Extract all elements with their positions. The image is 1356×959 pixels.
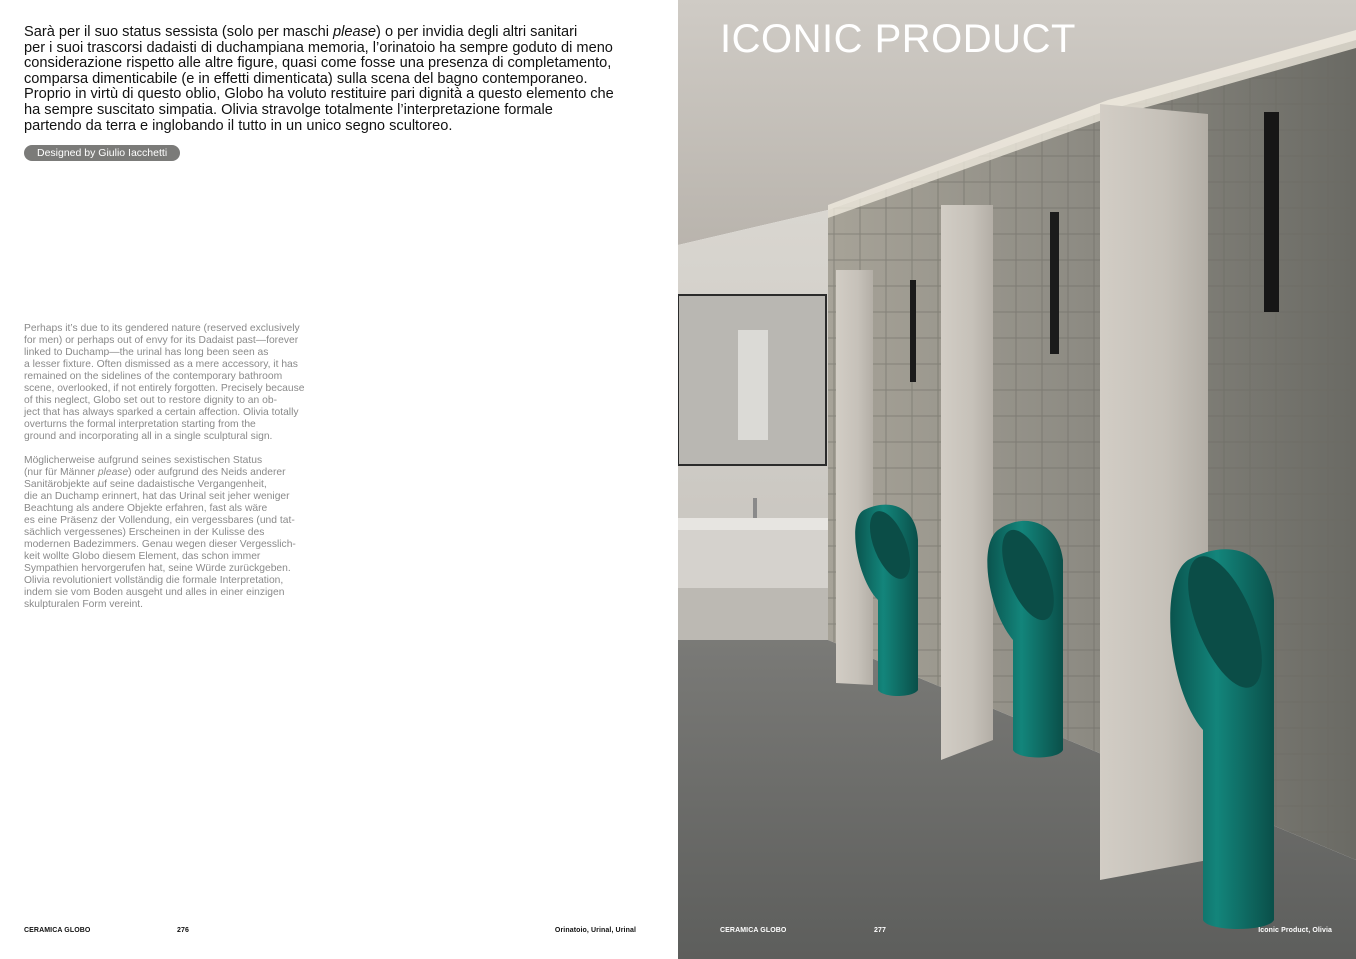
- body-english-text: Perhaps it’s due to its gendered nature (reserved exclusively for men) or perhaps out of envy for its Dadaist past—forever linked to Duchamp—the urinal has long been seen as a lesser fixture. Often dismissed as a mere accessory, it has remained on the sidelines of the contemporary bathroom scene, overlooked, if not entirely forgotten. Precisely because of this neglect, Globo set out to restore dignity to an ob- ject that has always sparked a certain affection. Olivia totally overturns the formal interpretation starting from the ground and incorporating all in a single sculptural sign.: [24, 323, 305, 442]
- footer-brand-left: CERAMICA GLOBO: [24, 927, 91, 934]
- footer-page-number-left: 276: [177, 927, 189, 934]
- right-page: [678, 0, 1356, 959]
- footer-brand-right: CERAMICA GLOBO: [720, 927, 787, 934]
- designer-badge: Designed by Giulio Iacchetti: [24, 145, 180, 161]
- bathroom-photo: [678, 0, 1356, 959]
- page-title: ICONIC PRODUCT: [720, 17, 1076, 61]
- body-german-text: Möglicherweise aufgrund seines sexistischen Status (nur für Männer please) oder aufgrund des Neids anderer Sanitärobjekte auf seine dadaistische Vergangenheit, die an Duchamp erinnert, hat das Urinal seit jeher weniger Beachtung als andere Objekte erfahren, fast als wäre es eine Präsenz der Vollendung, ein vergessbares (und tat- sächlich vergessenes) Erscheinen in der Kulisse des modernen Badezimmers. Genau wegen dieser Vergesslich- keit wollte Globo diesem Element, das schon immer Sympathien hervorgerufen hat, seine Würde zurückgeben. Olivia revolutioniert vollständig die formale Interpretation, indem sie vom Boden ausgeht und alles in einer einzigen skulpturalen Form vereint.: [24, 455, 296, 610]
- footer-section-right: Iconic Product, Olivia: [1258, 927, 1332, 934]
- footer-page-number-right: 277: [874, 927, 886, 934]
- intro-italian-text: Sarà per il suo status sessista (solo per maschi please) o per invidia degli altri sanitari per i suoi trascorsi dadaisti di duchampiana memoria, l’orinatoio ha sempre goduto di meno considerazione rispetto alle altre figure, quasi come fosse una presenza di completamento, comparsa dimenticabile (e in effetti dimenticata) sulla scena del bagno contemporaneo. Proprio in virtù di questo oblio, Globo ha voluto restituire pari dignità a questo elemento che ha sempre suscitato simpatia. Olivia stravolge totalmente l’interpretazione formale partendo da terra e inglobando il tutto in un unico segno scultoreo.: [24, 24, 614, 134]
- footer-section-left: Orinatoio, Urinal, Urinal: [554, 927, 636, 934]
